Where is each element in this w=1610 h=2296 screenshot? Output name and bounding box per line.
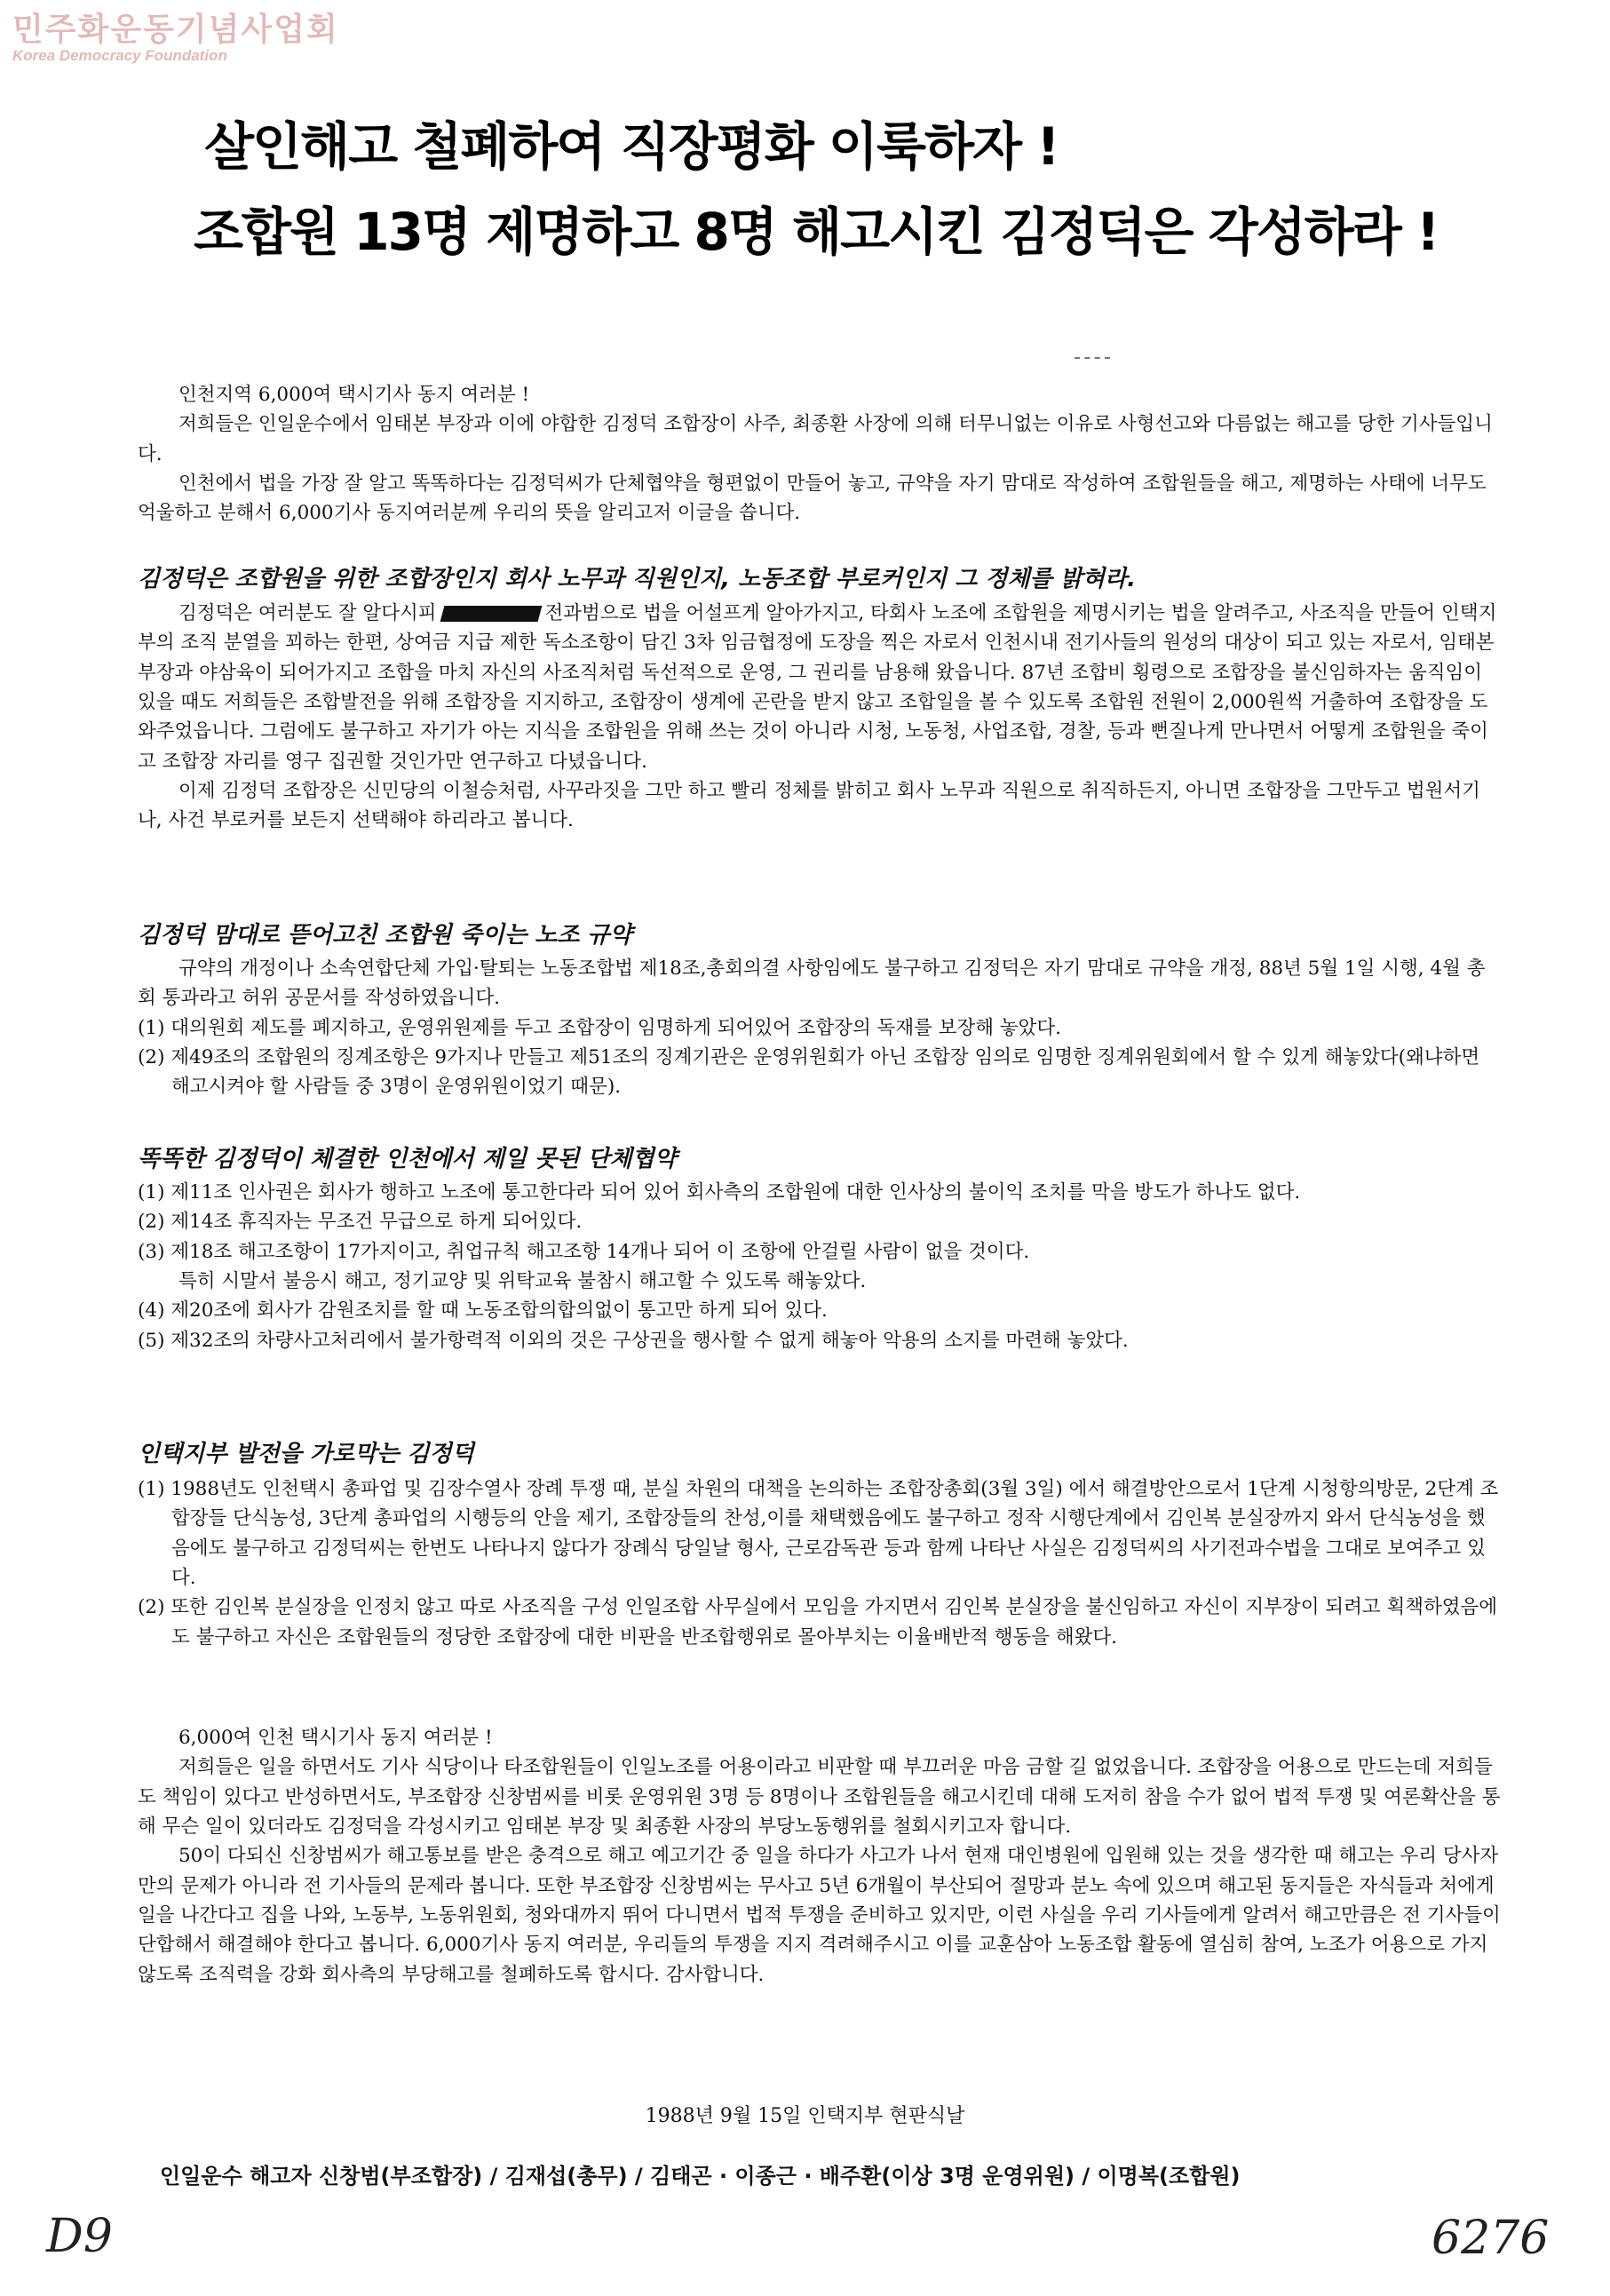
section-3-heading: [138, 1141, 1501, 1177]
watermark: [12, 12, 339, 64]
section-title: 김정덕은 조합원을 위한 조합장인지 회사 노무과 직원인지, 노동조합 부로커인지 그 정체를 밝혀라.: [138, 566, 1136, 592]
headline-line-2: 조합원 13명 제명하고 8명 해고시킨 김정덕은 각성하라 !: [194, 202, 1439, 262]
list-item: (2) 제49조의 조합원의 징계조항은 9가지나 만들고 제51조의 징계기관은 운영위원회가 아닌 조합장 임의로 임명한 징계위원회에서 할 수 있게 해놓았다(왜냐하면 해고시켜야 할 사람들 중 3명이 운영위원이었기 때문).: [138, 1045, 1480, 1099]
redaction-bar: [440, 606, 542, 622]
dateline: 1988년 9월 15일 인택지부 현판식날: [645, 2105, 965, 2127]
intro-block: [138, 380, 1501, 528]
section-2-body: [138, 954, 1501, 1102]
list-item: (2) 또한 김인복 분실장을 인정치 않고 따로 사조직을 구성 인일조합 사무실에서 모임을 가지면서 김인복 분실장을 불신임하고 자신이 지부장이 되려고 획책하였음에도 불구하고 자신은 조합원들의 정당한 조합장에 대한 비판을 반조합행위로 몰아부치는 이율배반적 행동을 해왔다.: [138, 1596, 1498, 1649]
section-1-heading: [138, 561, 1501, 597]
watermark-korean: 민주화운동기념사업회: [12, 12, 339, 48]
divider-dash: [1075, 357, 1110, 359]
list-item: (1) 제11조 인사권은 회사가 행하고 노조에 통고한다라 되어 있어 회사측의 조합원에 대한 인사상의 불이익 조치를 막을 방도가 하나도 없다.: [138, 1181, 1301, 1204]
handwritten-mark-left: D9: [46, 2210, 113, 2263]
section-paragraph: [138, 599, 1501, 776]
watermark-english: Korea Democracy Foundation: [12, 46, 227, 64]
section-title: 김정덕 맘대로 뜯어고친 조합원 죽이는 노조 규약: [138, 922, 632, 949]
closing-paragraph: 50이 다되신 신창범씨가 해고통보를 받은 충격으로 해고 예고기간 중 일을 하다가 사고가 나서 현재 대인병원에 입원해 있는 것을 생각한 때 해고는 우리 당사자만의 문제가 아니라 전 기사들의 문제라 봅니다. 또한 부조합장 신창범씨는 무사고 5년 6개월이 부산되어 절망과 분노 속에 있으며 해고된 동지들은 자식들과 처에게 일을 나간다고 집을 나와, 노동부, 노동위원회, 청와대까지 뛰어 다니면서 법적 투쟁을 준비하고 있지만, 이런 사실을 우리 기사들에게 알려서 해고만큼은 전 기사들이 단합해서 해결해야 한다고 봅니다. 6,000기사 동지 여러분, 우리들의 투쟁을 지지 격려해주시고 이를 교훈삼아 노동조합 활동에 열심히 참여, 노조가 어용으로 가지 않도록 조직력을 강화 회사측의 부당해고를 철폐하도록 합시다. 감사합니다.: [138, 1845, 1501, 1986]
section-4-heading: [138, 1436, 1501, 1472]
list-item: (4) 제20조에 회사가 감원조치를 할 때 노동조합의합의없이 통고만 하게 되어 있다.: [138, 1299, 828, 1323]
section-1-body: [138, 599, 1501, 836]
list-item: (5) 제32조의 차량사고처리에서 불가항력적 이외의 것은 구상권을 행사할 수 없게 해놓아 악용의 소지를 마련해 놓았다.: [138, 1329, 1129, 1352]
closing-block: [138, 1723, 1501, 1990]
section-4-body: [138, 1474, 1501, 1652]
intro-greeting: 인천지역 6,000여 택시기사 동지 여러분 !: [178, 384, 530, 406]
list-item: (2) 제14조 휴직자는 무조건 무급으로 하게 되어있다.: [138, 1211, 583, 1234]
headline-line-1: 살인해고 철폐하여 직장평화 이룩하자 !: [204, 116, 1059, 177]
section-paragraph: 이제 김정덕 조합장은 신민당의 이철승처럼, 사꾸라짓을 그만 하고 빨리 정체를 밝히고 회사 노무과 직원으로 취직하든지, 아니면 조합장을 그만두고 법원서기나, 사건 부로커를 보든지 선택해야 하리라고 봅니다.: [138, 779, 1480, 832]
closing-paragraph: 저희들은 일을 하면서도 기사 식당이나 타조합원들이 인일노조를 어용이라고 비판할 때 부끄러운 마음 금할 길 없었읍니다. 조합장을 어용으로 만드는데 저희들도 책임이 있다고 반성하면서도, 부조합장 신창범씨를 비롯 운영위원 3명 등 8명이나 조합원들을 해고시킨데 대해 도저히 참을 수가 없어 법적 투쟁 및 여론확산을 통해 무슨 일이 있더라도 김정덕을 각성시키고 임태본 부장 및 최종환 사장의 부당노동행위를 철회시키고자 합니다.: [138, 1756, 1501, 1838]
list-item-note: 특히 시말서 불응시 해고, 정기교양 및 위탁교육 불참시 해고할 수 있도록 해놓았다.: [178, 1269, 867, 1292]
signatories: 인일운수 해고자 신창범(부조합장) / 김재섭(총무) / 김태곤 · 이종근 · 배주환(이상 3명 운영위원) / 이명복(조합원): [160, 2164, 1241, 2189]
section-title: 인택지부 발전을 가로막는 김정덕: [138, 1441, 474, 1467]
section-2-heading: [138, 918, 1501, 953]
list-item: (1) 대의원회 제도를 폐지하고, 운영위원제를 두고 조합장이 임명하게 되어있어 조합장의 독재를 보장해 놓았다.: [138, 1016, 1061, 1039]
list-item: (1) 1988년도 인천택시 총파업 및 김장수열사 장례 투쟁 때, 분실 차원의 대책을 논의하는 조합장총회(3월 3일) 에서 해결방안으로서 1단계 시청항의방문, 2단계 조합장들 단식농성, 3단계 총파업의 시행등의 안을 제기, 조합장들의 찬성,이를 채택했음에도 불구하고 정작 시행단계에서 김인복 분실장까지 와서 단식농성을 했음에도 불구하고 김정덕씨는 한번도 나타나지 않다가 장례식 당일날 형사, 근로감독관 등과 함께 나타난 사실은 김정덕씨의 사기전과수법을 그대로 보여주고 있다.: [138, 1478, 1499, 1589]
handwritten-mark-right: 6276: [1432, 2212, 1550, 2265]
paragraph-text: 김정덕은 여러분도 잘 알다시피: [178, 602, 437, 624]
paragraph-text: 전과범으로 법을 어설프게 알아가지고, 타회사 노조에 조합원을 제명시키는 법을 알려주고, 사조직을 만들어 인택지부의 조직 분열을 꾀하는 한편, 상여금 지급 제한 독소조항이 담긴 3차 임금협정에 도장을 찍은 자로서 인천시내 전기사들의 원성의 대상이 되고 있는 자로서, 임태본 부장과 야삼육이 되어가지고 조합을 마치 자신의 사조직처럼 독선적으로 운영, 그 권리를 남용해 왔읍니다. 87년 조합비 횡령으로 조합장을 불신임하자는 움직임이 있을 때도 저희들은 조합발전을 위해 조합장을 지지하고, 조합장이 생계에 곤란을 받지 않고 조합일을 볼 수 있도록 조합원 전원이 2,000원씩 거출하여 조합장을 도와주었읍니다. 그럼에도 불구하고 자기가 아는 지식을 조합원을 위해 쓰는 것이 아니라 시청, 노동청, 사업조합, 경찰, 등과 뻔질나게 만나면서 어떻게 조합원을 죽이고 조합장 자리를 영구 집권할 것인가만 연구하고 다녔읍니다.: [138, 602, 1497, 773]
intro-paragraph: 인천에서 법을 가장 잘 알고 똑똑하다는 김정덕씨가 단체협약을 형편없이 만들어 놓고, 규약을 자기 맘대로 작성하여 조합원들을 해고, 제명하는 사태에 너무도 억울하고 분해서 6,000기사 동지여러분께 우리의 뜻을 알리고저 이글을 씁니다.: [138, 472, 1487, 525]
closing-greeting: 6,000여 인천 택시기사 동지 여러분 !: [178, 1727, 493, 1749]
list-item: (3) 제18조 해고조항이 17가지이고, 취업규칙 해고조항 14개나 되어 이 조항에 안걸릴 사람이 없을 것이다.: [138, 1240, 1030, 1263]
section-title: 똑똑한 김정덕이 체결한 인천에서 제일 못된 단체협약: [138, 1146, 677, 1172]
section-paragraph: 규약의 개정이나 소속연합단체 가입·탈퇴는 노동조합법 제18조,총회의결 사항임에도 불구하고 김정덕은 자기 맘대로 규약을 개정, 88년 5월 1일 시행, 4월 총회 통과라고 허위 공문서를 작성하였읍니다.: [138, 957, 1486, 1010]
section-3-body: [138, 1178, 1501, 1355]
intro-paragraph: 저희들은 인일운수에서 임태본 부장과 이에 야합한 김정덕 조합장이 사주, 최종환 사장에 의해 터무니없는 이유로 사형선고와 다름없는 해고를 당한 기사들입니다.: [138, 413, 1493, 465]
